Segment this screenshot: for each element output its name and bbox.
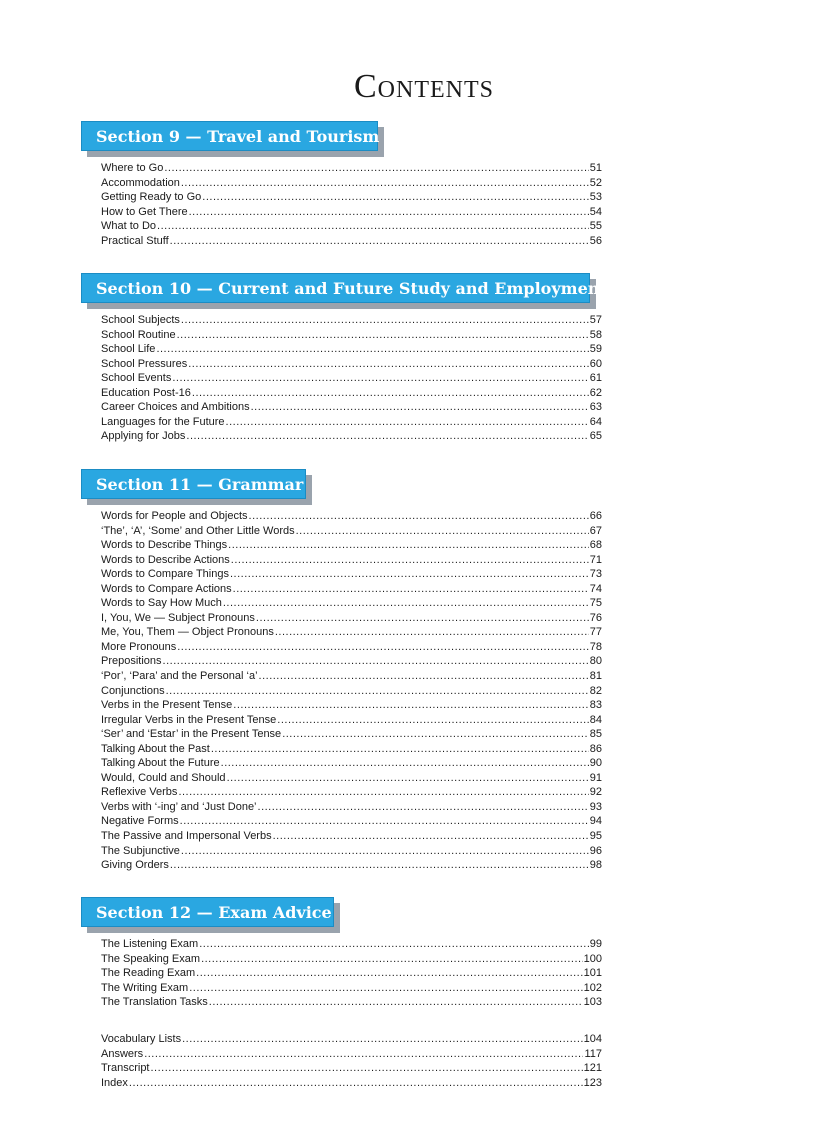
toc-entry-label: Would, Could and Should — [101, 771, 226, 784]
toc-entry[interactable] — [101, 234, 602, 249]
toc-entry-label: Education Post-16 — [101, 386, 191, 399]
toc-entry-page: 96 — [589, 844, 602, 857]
toc-entry[interactable] — [101, 654, 602, 669]
dot-leader — [233, 698, 588, 713]
toc-entry-label: Words to Compare Actions — [101, 582, 232, 595]
toc-entry-page: 52 — [589, 176, 602, 189]
toc-entry-label: School Life — [101, 343, 156, 356]
dot-leader — [151, 1061, 583, 1076]
dot-leader — [180, 814, 589, 829]
toc-entry-page: 104 — [583, 1033, 602, 1045]
toc-entry-page: 92 — [589, 786, 602, 799]
dot-leader — [251, 400, 589, 415]
dot-leader — [249, 509, 589, 524]
dot-leader — [170, 234, 589, 249]
toc-entry-label: School Events — [101, 372, 172, 385]
toc-entry[interactable] — [101, 829, 602, 844]
toc-entry-page: 68 — [589, 539, 602, 552]
toc-entry-label: Index — [101, 1076, 128, 1089]
toc-entry-page: 93 — [589, 800, 602, 813]
back-matter-list — [101, 1032, 602, 1090]
dot-leader — [196, 966, 582, 981]
toc-entry[interactable] — [101, 1076, 602, 1091]
toc-entry[interactable] — [101, 611, 602, 626]
dot-leader — [192, 386, 589, 401]
toc-entry-label: ‘Ser’ and ‘Estar’ in the Present Tense — [101, 728, 282, 741]
toc-entry-page: 117 — [584, 1047, 602, 1060]
toc-entry[interactable] — [101, 429, 602, 444]
dot-leader — [129, 1076, 583, 1091]
toc-entry-label: Career Choices and Ambitions — [101, 401, 250, 414]
toc-entry[interactable] — [101, 727, 602, 742]
toc-entry-label: I, You, We — Subject Pronouns — [101, 611, 255, 624]
toc-entry-page: 63 — [589, 401, 602, 414]
dot-leader — [296, 524, 589, 539]
toc-entry-page: 62 — [589, 386, 602, 399]
toc-entry-label: Irregular Verbs in the Present Tense — [101, 713, 277, 726]
toc-entry[interactable] — [101, 858, 602, 873]
dot-leader — [233, 582, 589, 597]
toc-entry-page: 102 — [583, 981, 602, 994]
toc-entry-label: School Routine — [101, 328, 176, 341]
toc-entry[interactable] — [101, 415, 602, 430]
toc-entry-page: 67 — [589, 524, 602, 537]
toc-entry-label: School Subjects — [101, 314, 180, 326]
toc-entry-label: Vocabulary Lists — [101, 1033, 182, 1045]
toc-entry-label: The Speaking Exam — [101, 952, 201, 965]
toc-entry[interactable] — [101, 756, 602, 771]
dot-leader — [164, 161, 588, 176]
toc-entry[interactable] — [101, 509, 602, 524]
dot-leader — [156, 342, 588, 357]
dot-leader — [166, 684, 589, 699]
section-heading-9: Section 9 — Travel and Tourism — [81, 121, 378, 151]
toc-entry-label: How to Get There — [101, 205, 188, 218]
toc-entry[interactable] — [101, 684, 602, 699]
toc-entry[interactable] — [101, 800, 602, 815]
dot-leader — [277, 713, 588, 728]
toc-entry[interactable] — [101, 386, 602, 401]
dot-leader — [163, 654, 589, 669]
toc-entry-label: Conjunctions — [101, 684, 165, 697]
toc-entry-label: ‘The’, ‘A’, ‘Some’ and Other Little Words — [101, 524, 295, 537]
toc-entry-page: 76 — [589, 611, 602, 624]
toc-entry[interactable] — [101, 1032, 602, 1047]
toc-entry-page: 77 — [589, 626, 602, 639]
toc-entry-page: 58 — [589, 328, 602, 341]
toc-entry-label: Words to Say How Much — [101, 597, 222, 610]
dot-leader — [282, 727, 589, 742]
toc-entry-page: 95 — [589, 830, 602, 843]
toc-entry-page: 84 — [589, 713, 602, 726]
toc-entry[interactable] — [101, 161, 602, 176]
dot-leader — [182, 1032, 583, 1047]
section-heading-12: Section 12 — Exam Advice — [81, 897, 334, 927]
toc-entry-page: 82 — [589, 684, 602, 697]
toc-entry-page: 75 — [589, 597, 602, 610]
dot-leader — [223, 596, 589, 611]
toc-entry-label: Where to Go — [101, 162, 164, 174]
toc-entry-label: Accommodation — [101, 176, 180, 189]
toc-entry[interactable] — [101, 371, 602, 386]
toc-entry-page: 100 — [583, 952, 602, 965]
toc-entry-label: Languages for the Future — [101, 415, 225, 428]
toc-entry-label: Talking About the Past — [101, 742, 210, 755]
toc-entry[interactable] — [101, 342, 602, 357]
section-12-list — [101, 937, 602, 1010]
dot-leader — [186, 429, 588, 444]
dot-leader — [258, 800, 589, 815]
toc-entry[interactable] — [101, 219, 602, 234]
toc-entry[interactable] — [101, 400, 602, 415]
toc-entry-page: 60 — [589, 357, 602, 370]
toc-entry[interactable] — [101, 966, 602, 981]
toc-entry-label: Getting Ready to Go — [101, 191, 202, 204]
toc-entry-label: More Pronouns — [101, 640, 177, 653]
dot-leader — [157, 219, 589, 234]
toc-entry-label: Negative Forms — [101, 815, 179, 828]
toc-entry-page: 59 — [589, 343, 602, 356]
dot-leader — [256, 611, 589, 626]
toc-entry-label: Verbs in the Present Tense — [101, 699, 233, 712]
toc-entry[interactable] — [101, 981, 602, 996]
toc-entry-label: ‘Por’, ‘Para’ and the Personal ‘a’ — [101, 670, 258, 683]
toc-entry[interactable] — [101, 538, 602, 553]
toc-entry-label: Practical Stuff — [101, 234, 169, 247]
toc-entry-label: Words to Describe Things — [101, 539, 228, 552]
toc-entry[interactable] — [101, 952, 602, 967]
toc-entry-page: 74 — [589, 582, 602, 595]
dot-leader — [221, 756, 589, 771]
toc-entry-page: 80 — [589, 655, 602, 668]
toc-entry-page: 94 — [589, 815, 602, 828]
toc-entry-label: Words to Describe Actions — [101, 553, 230, 566]
toc-entry[interactable] — [101, 357, 602, 372]
toc-entry-page: 54 — [589, 205, 602, 218]
toc-entry-page: 121 — [583, 1062, 602, 1075]
dot-leader — [211, 742, 589, 757]
dot-leader — [273, 829, 589, 844]
toc-entry[interactable] — [101, 713, 602, 728]
toc-entry[interactable] — [101, 190, 602, 205]
toc-entry-page: 99 — [589, 938, 602, 950]
section-heading-10: Section 10 — Current and Future Study and Employment — [81, 273, 590, 303]
dot-leader — [181, 313, 589, 328]
toc-entry-page: 78 — [589, 640, 602, 653]
toc-entry-label: Words to Compare Things — [101, 568, 229, 581]
dot-leader — [201, 952, 583, 967]
toc-entry-label: Transcript — [101, 1062, 150, 1075]
dot-leader — [177, 328, 589, 343]
dot-leader — [177, 640, 589, 655]
dot-leader — [231, 553, 589, 568]
toc-entry-label: Talking About the Future — [101, 757, 220, 770]
toc-entry-label: The Subjunctive — [101, 844, 180, 857]
toc-entry-label: Reflexive Verbs — [101, 786, 178, 799]
dot-leader — [259, 669, 589, 684]
dot-leader — [188, 357, 589, 372]
toc-entry-page: 73 — [589, 568, 602, 581]
toc-entry[interactable] — [101, 328, 602, 343]
toc-entry-page: 51 — [589, 162, 602, 174]
toc-entry[interactable] — [101, 669, 602, 684]
toc-entry-page: 57 — [589, 314, 602, 326]
toc-entry-label: Answers — [101, 1047, 144, 1060]
toc-entry[interactable] — [101, 567, 602, 582]
toc-entry-label: Prepositions — [101, 655, 162, 668]
toc-entry[interactable] — [101, 205, 602, 220]
toc-entry-page: 123 — [583, 1076, 602, 1089]
toc-entry-label: School Pressures — [101, 357, 188, 370]
toc-entry-label: What to Do — [101, 220, 157, 233]
toc-entry-page: 81 — [589, 670, 602, 683]
toc-entry[interactable] — [101, 625, 602, 640]
dot-leader — [209, 995, 583, 1010]
toc-entry-label: Me, You, Them — Object Pronouns — [101, 626, 274, 639]
toc-entry-page: 85 — [589, 728, 602, 741]
dot-leader — [230, 567, 589, 582]
page-title: Contents — [354, 68, 495, 105]
dot-leader — [181, 844, 589, 859]
toc-entry-page: 55 — [589, 220, 602, 233]
toc-entry-page: 90 — [589, 757, 602, 770]
toc-entry[interactable] — [101, 844, 602, 859]
toc-entry[interactable] — [101, 596, 602, 611]
dot-leader — [181, 176, 589, 191]
toc-entry-page: 86 — [589, 742, 602, 755]
toc-entry-label: Applying for Jobs — [101, 430, 186, 443]
toc-entry-page: 65 — [589, 430, 602, 443]
toc-entry[interactable] — [101, 1061, 602, 1076]
dot-leader — [189, 205, 589, 220]
toc-entry[interactable] — [101, 698, 602, 713]
toc-entry-label: The Writing Exam — [101, 981, 189, 994]
toc-entry-label: Giving Orders — [101, 859, 169, 872]
dot-leader — [227, 771, 589, 786]
dot-leader — [178, 785, 588, 800]
dot-leader — [172, 371, 588, 386]
dot-leader — [228, 538, 589, 553]
toc-entry-page: 56 — [589, 234, 602, 247]
toc-entry[interactable] — [101, 814, 602, 829]
toc-entry-page: 66 — [589, 510, 602, 522]
toc-entry[interactable] — [101, 640, 602, 655]
dot-leader — [275, 625, 589, 640]
toc-entry[interactable] — [101, 176, 602, 191]
toc-entry[interactable] — [101, 582, 602, 597]
dot-leader — [199, 937, 589, 952]
dot-leader — [170, 858, 589, 873]
toc-entry[interactable] — [101, 1047, 602, 1062]
toc-entry-page: 64 — [589, 415, 602, 428]
toc-entry-label: The Listening Exam — [101, 938, 199, 950]
toc-entry[interactable] — [101, 524, 602, 539]
toc-entry[interactable] — [101, 313, 602, 328]
toc-entry[interactable] — [101, 771, 602, 786]
toc-entry-label: The Passive and Impersonal Verbs — [101, 830, 272, 843]
section-10-list — [101, 313, 602, 444]
toc-entry-page: 101 — [583, 967, 602, 980]
dot-leader — [144, 1047, 583, 1062]
dot-leader — [226, 415, 589, 430]
toc-entry-label: The Translation Tasks — [101, 996, 208, 1009]
toc-entry-label: Words for People and Objects — [101, 510, 248, 522]
toc-entry[interactable] — [101, 785, 602, 800]
toc-entry-label: The Reading Exam — [101, 967, 196, 980]
toc-entry-page: 98 — [589, 859, 602, 872]
section-11-list — [101, 509, 602, 873]
toc-entry-label: Verbs with ‘-ing’ and ‘Just Done’ — [101, 800, 257, 813]
toc-entry[interactable] — [101, 995, 602, 1010]
toc-entry-page: 83 — [589, 699, 602, 712]
toc-entry-page: 53 — [589, 191, 602, 204]
dot-leader — [202, 190, 588, 205]
toc-entry[interactable] — [101, 553, 602, 568]
toc-entry[interactable] — [101, 742, 602, 757]
toc-entry-page: 103 — [583, 996, 602, 1009]
dot-leader — [189, 981, 582, 996]
toc-entry[interactable] — [101, 937, 602, 952]
section-heading-11: Section 11 — Grammar — [81, 469, 306, 499]
toc-entry-page: 91 — [589, 771, 602, 784]
toc-entry-page: 71 — [589, 553, 602, 566]
section-9-list — [101, 161, 602, 248]
toc-entry-page: 61 — [589, 372, 602, 385]
